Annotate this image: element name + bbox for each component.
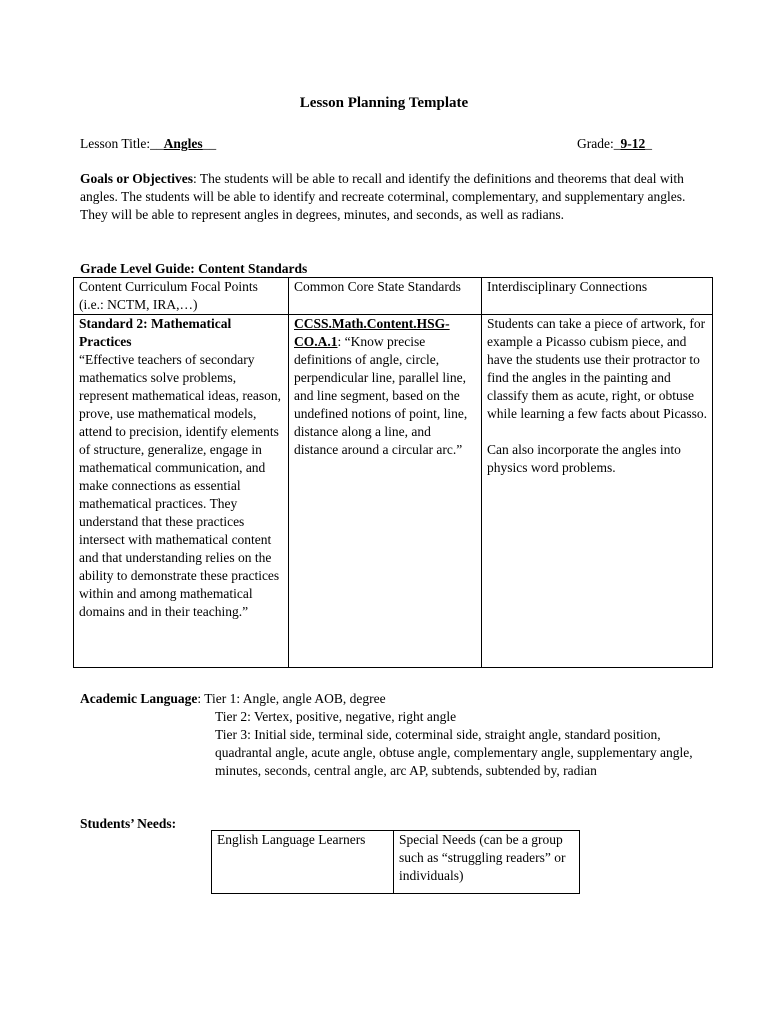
- tier1-text: : Tier 1: Angle, angle AOB, degree: [197, 691, 386, 706]
- goals-text: : The students will be able to recall and identify the definitions and theorems that deal with angles. The students will be able to identify and recreate coterminal, complementary, and supplementary angles. They will be able to represent angles in degrees, minutes, and seconds, as well as radians.: [80, 171, 686, 222]
- grade-trail: _: [645, 136, 652, 151]
- ccss-code: CCSS.Math.Content.HSG-CO.A.1: [294, 316, 450, 349]
- page-title: Lesson Planning Template: [299, 95, 469, 111]
- table-row: [74, 315, 713, 668]
- interdisciplinary-cell: [482, 315, 713, 668]
- academic-language-label: Academic Language: [80, 691, 198, 706]
- lesson-title-trail: __: [202, 136, 217, 151]
- students-needs-table: [211, 830, 580, 894]
- academic-language-section: [80, 690, 710, 780]
- tier1-line: [80, 690, 710, 708]
- lesson-title-value: Angles: [163, 136, 203, 151]
- table-row: [212, 831, 580, 894]
- table-header-row: [74, 278, 713, 315]
- header-interdisciplinary: Interdisciplinary Connections: [482, 278, 713, 315]
- tier2-text: Tier 2: Vertex, positive, negative, right angle: [215, 709, 457, 724]
- grade-level-guide-heading: Grade Level Guide: Content Standards: [80, 261, 308, 276]
- standard-text: “Effective teachers of secondary mathematics solve problems, represent mathematical ideas, reason, prove, use mathematical models, attend to precision, identify elements of structure, generalize, engage in mathematical communication, and make connections as essential mathematical practices. They understand that these practices intersect with mathematical content and that understanding relies on the ability to demonstrate these practices within and among mathematical domains and in their teaching.”: [79, 352, 282, 619]
- lesson-title-line: [80, 135, 690, 153]
- lesson-title-label: Lesson Title:__: [80, 136, 164, 151]
- ccss-text: : “Know precise definitions of angle, circle, perpendicular line, parallel line, and line segment, based on the undefined notions of point, line, distance along a line, and distance around a circular arc.”: [294, 334, 468, 457]
- common-core-cell: [289, 315, 482, 668]
- grade-field: [577, 135, 652, 153]
- tier3-text: Tier 3: Initial side, terminal side, coterminal side, straight angle, standard position, quadrantal angle, acute angle, obtuse angle, complementary angle, supplementary angle, minutes, seconds, central angle, arc AP, subtends, subtended by, radian: [215, 727, 693, 778]
- grade-value: 9-12: [620, 136, 646, 151]
- special-needs-cell: Special Needs (can be a group such as “struggling readers” or individuals): [394, 831, 580, 894]
- ell-cell: English Language Learners: [212, 831, 394, 894]
- goals-paragraph: [80, 170, 710, 224]
- header-focal-points: Content Curriculum Focal Points (i.e.: NCTM, IRA,…): [74, 278, 289, 315]
- standard-heading: Standard 2: Mathematical Practices: [79, 316, 232, 349]
- interdisciplinary-para-2: Can also incorporate the angles into physics word problems.: [487, 442, 681, 475]
- grade-label: Grade:_: [577, 136, 621, 151]
- header-common-core: Common Core State Standards: [289, 278, 482, 315]
- focal-points-cell: [74, 315, 289, 668]
- goals-label: Goals or Objectives: [80, 171, 193, 186]
- interdisciplinary-para-1: Students can take a piece of artwork, for example a Picasso cubism piece, and have the students use their protractor to find the angles in the painting and classify them as acute, right, or obtuse while learning a few facts about Picasso.: [487, 316, 708, 421]
- students-needs-label: Students’ Needs:: [80, 816, 177, 831]
- content-standards-table: [73, 277, 713, 668]
